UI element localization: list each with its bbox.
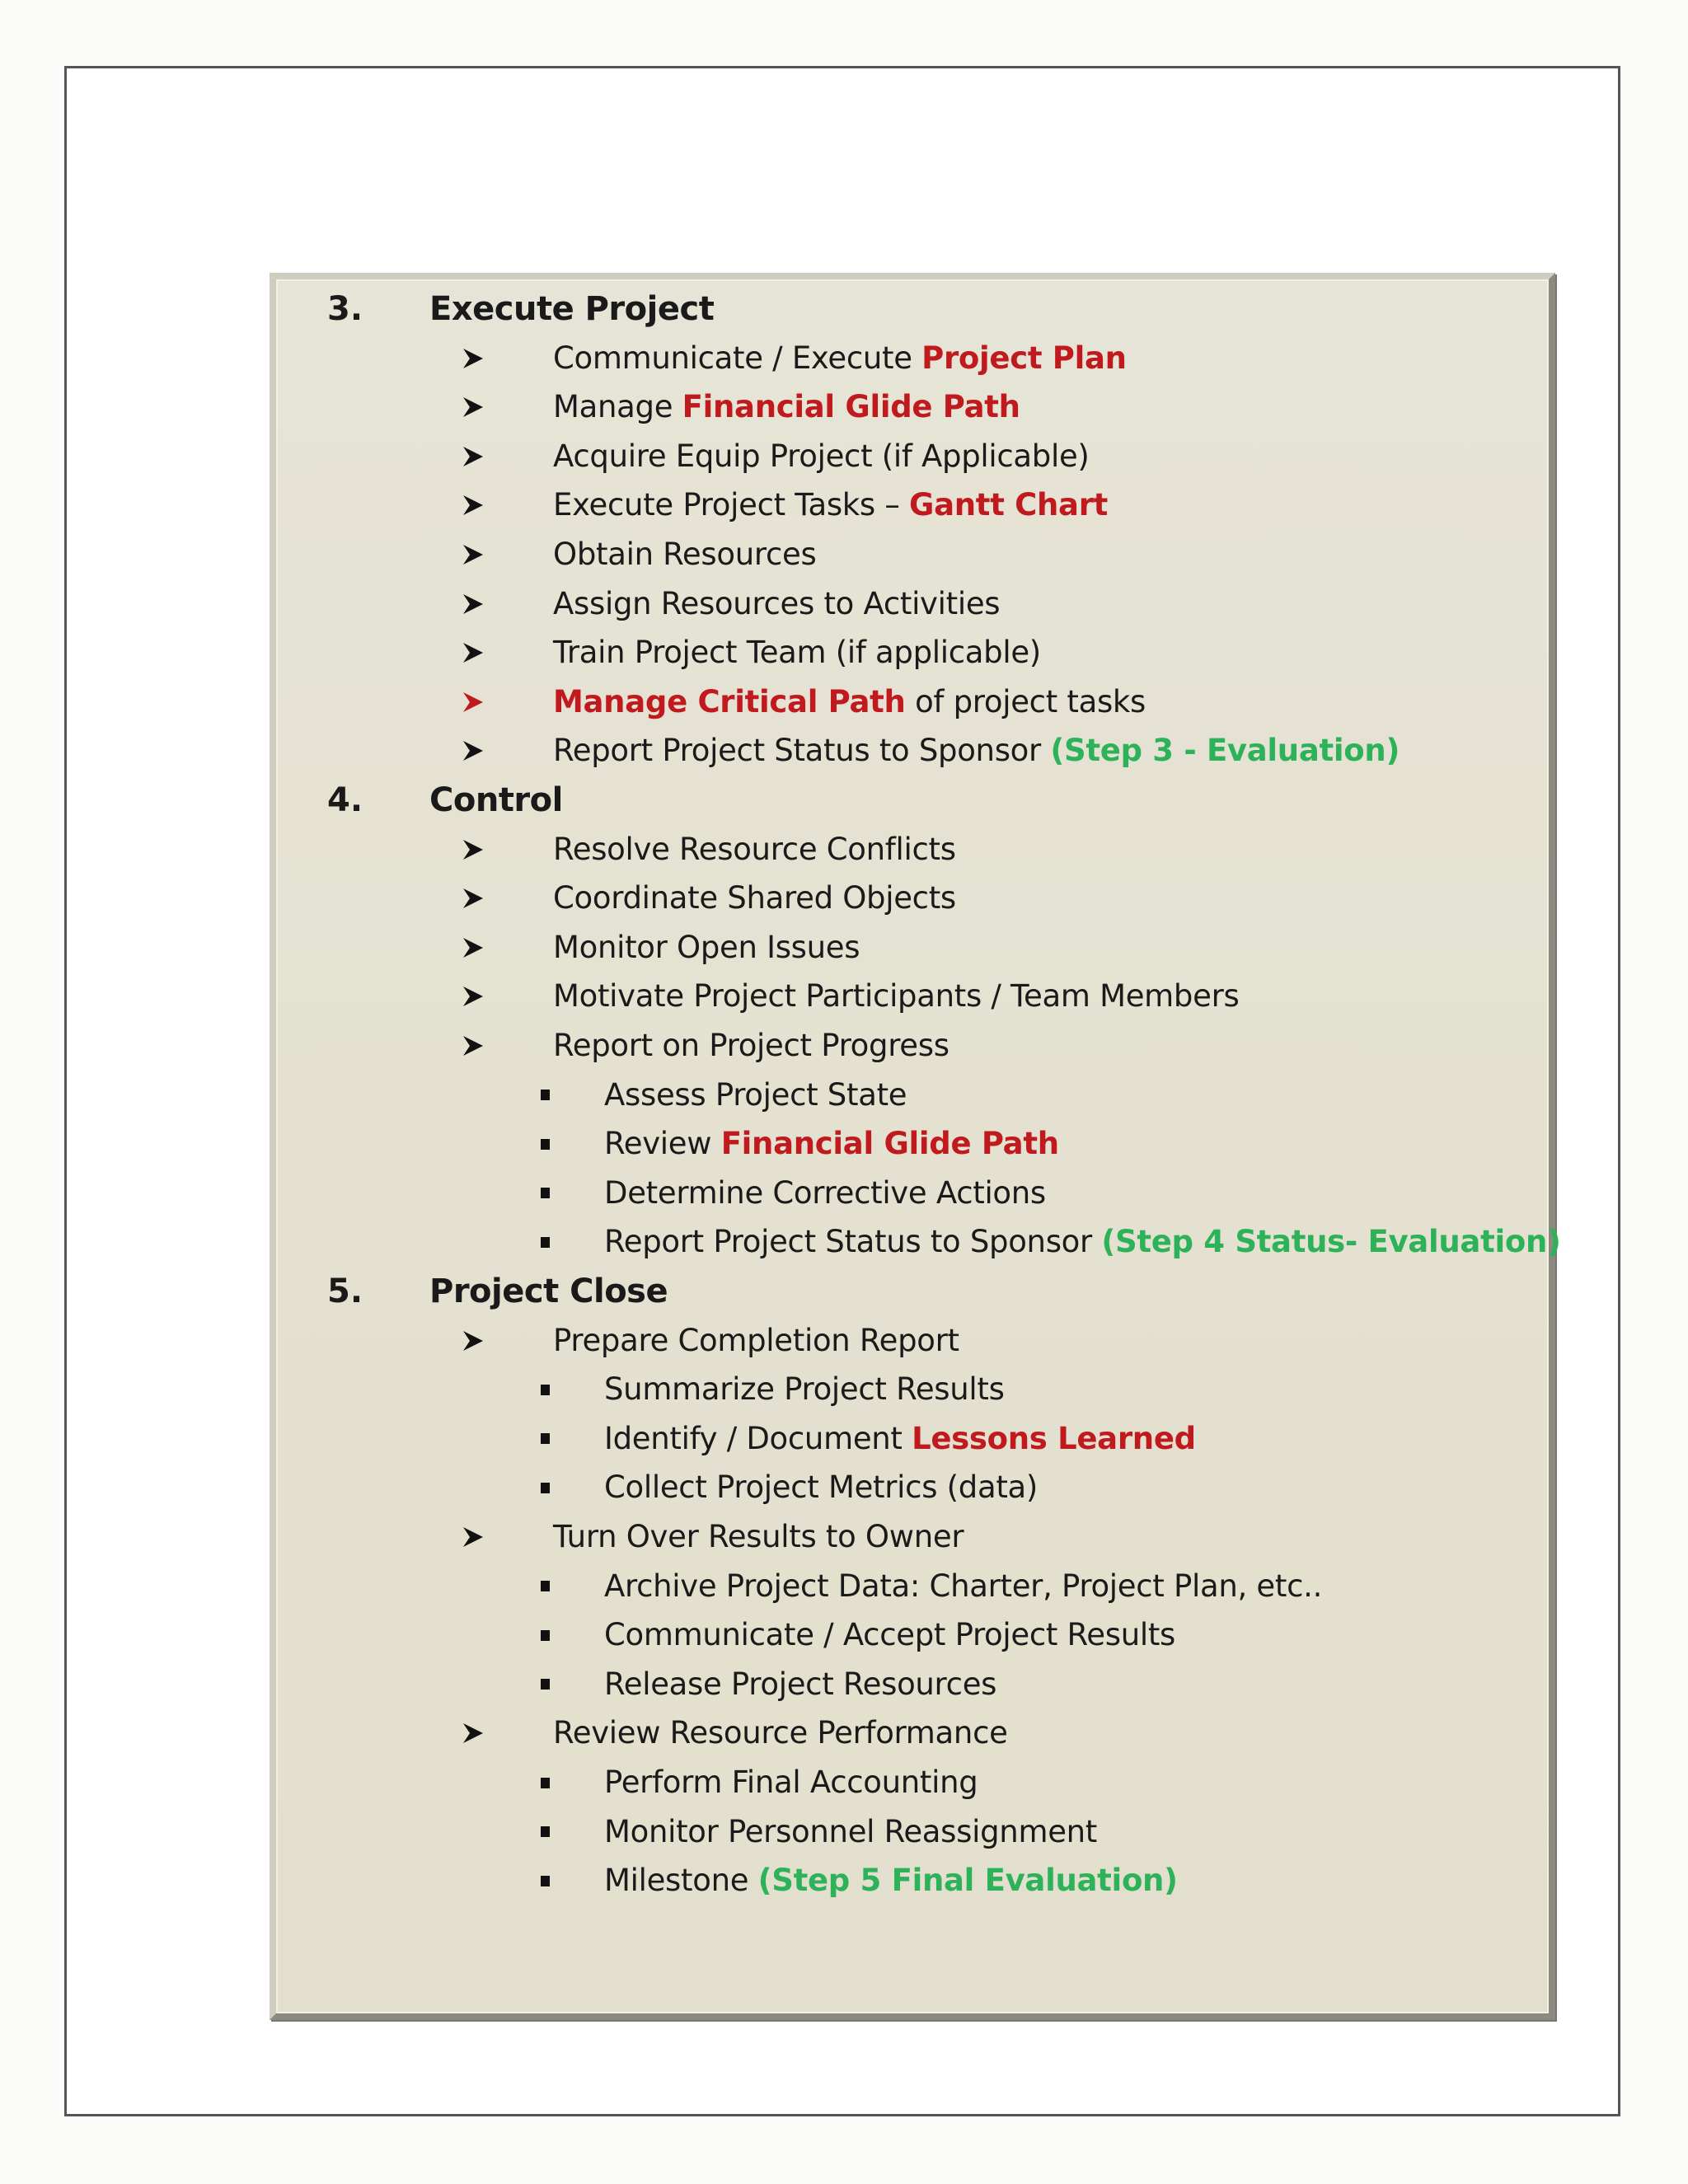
section-number: 4. <box>327 781 363 819</box>
item-text <box>604 1809 1097 1855</box>
item-text <box>604 1170 1046 1216</box>
text-run: Archive Project Data: Charter, Project Plan, etc.. <box>604 1568 1323 1604</box>
text-run: Summarize Project Results <box>604 1371 1005 1408</box>
text-run: Report Project Status to Sponsor <box>604 1224 1102 1260</box>
item-text <box>553 827 956 873</box>
outline-panel <box>270 273 1561 2020</box>
text-run: Milestone <box>604 1863 758 1899</box>
text-run: Monitor Open Issues <box>553 929 860 965</box>
text-run: Train Project Team (if applicable) <box>553 635 1041 671</box>
arrow-icon <box>457 532 489 578</box>
red-emphasis-text: Project Plan <box>921 340 1127 376</box>
item-text <box>553 1023 950 1069</box>
text-run: of project tasks <box>905 683 1146 719</box>
square-bullet-icon <box>537 1858 553 1904</box>
arrow-icon <box>457 827 489 873</box>
square-bullet-icon <box>537 1072 553 1118</box>
item-text <box>604 1219 1561 1265</box>
text-run: Motivate Project Participants / Team Members <box>553 978 1240 1015</box>
project-phase-outline <box>276 279 1561 2013</box>
item-text <box>553 482 1108 528</box>
text-run: Manage <box>553 389 682 425</box>
square-bullet-icon <box>537 1170 553 1216</box>
red-emphasis-text: Gantt Chart <box>909 487 1109 523</box>
arrow-icon <box>457 630 489 676</box>
item-text <box>604 1612 1175 1658</box>
text-run: Coordinate Shared Objects <box>553 880 956 916</box>
arrow-icon <box>457 1318 489 1364</box>
item-text <box>604 1465 1038 1511</box>
arrow-icon <box>457 1710 489 1756</box>
text-run: Release Project Resources <box>604 1666 997 1702</box>
arrow-icon <box>457 728 489 774</box>
text-run: Communicate / Accept Project Results <box>604 1617 1176 1653</box>
text-run: Acquire Equip Project (if Applicable) <box>553 438 1090 474</box>
text-run: Collect Project Metrics (data) <box>604 1469 1039 1506</box>
text-run: Review Resource Performance <box>553 1715 1008 1751</box>
text-run: Perform Final Accounting <box>604 1765 978 1800</box>
arrow-icon <box>457 973 489 1019</box>
item-text <box>604 1760 978 1806</box>
item-text <box>604 1858 1178 1904</box>
arrow-icon <box>457 482 489 528</box>
text-run: Obtain Resources <box>553 537 817 572</box>
text-run: Review <box>604 1126 721 1162</box>
text-run: Assess Project State <box>604 1076 907 1113</box>
square-bullet-icon <box>537 1809 553 1855</box>
square-bullet-icon <box>537 1760 553 1806</box>
item-text <box>553 1710 1008 1756</box>
arrow-icon <box>457 581 489 627</box>
item-text <box>553 384 1020 430</box>
text-run: Prepare Completion Report <box>553 1322 959 1358</box>
arrow-icon-red <box>457 679 489 725</box>
item-text <box>604 1072 907 1118</box>
text-run: Communicate / Execute <box>553 340 922 376</box>
red-emphasis-text: Financial Glide Path <box>682 389 1020 425</box>
square-bullet-icon <box>537 1219 553 1265</box>
arrow-icon <box>457 335 489 382</box>
green-emphasis-text: (Step 3 - Evaluation) <box>1050 733 1400 769</box>
document-page <box>64 66 1620 2116</box>
text-run: Turn Over Results to Owner <box>553 1519 964 1554</box>
item-text <box>553 581 1000 627</box>
green-emphasis-text: (Step 4 Status- Evaluation) <box>1101 1224 1561 1260</box>
arrow-icon <box>457 384 489 430</box>
section-number: 5. <box>327 1272 363 1310</box>
text-run: Report Project Status to Sponsor <box>553 733 1051 769</box>
square-bullet-icon <box>537 1121 553 1167</box>
green-emphasis-text: (Step 5 Final Evaluation) <box>757 1863 1178 1899</box>
square-bullet-icon <box>537 1612 553 1658</box>
red-emphasis-text: Manage Critical Path <box>553 683 906 719</box>
square-bullet-icon <box>537 1416 553 1462</box>
red-emphasis-text: Lessons Learned <box>912 1420 1196 1456</box>
square-bullet-icon <box>537 1661 553 1708</box>
item-text <box>553 728 1400 774</box>
text-run: Identify / Document <box>604 1420 912 1456</box>
section-title: Control <box>429 781 563 819</box>
red-emphasis-text: Financial Glide Path <box>720 1126 1059 1162</box>
section-number: 3. <box>327 290 363 328</box>
section-title: Project Close <box>429 1272 668 1310</box>
item-text <box>553 679 1146 725</box>
text-run: Execute Project Tasks – <box>553 487 910 523</box>
item-text <box>553 335 1127 382</box>
text-run: Monitor Personnel Reassignment <box>604 1813 1098 1849</box>
item-text <box>553 875 956 921</box>
item-text <box>604 1661 996 1708</box>
text-run: Determine Corrective Actions <box>604 1174 1046 1211</box>
arrow-icon <box>457 925 489 971</box>
arrow-icon <box>457 1023 489 1069</box>
item-text <box>604 1416 1196 1462</box>
text-run: Resolve Resource Conflicts <box>553 831 956 867</box>
item-text <box>553 925 860 971</box>
item-text <box>553 973 1239 1019</box>
item-text <box>553 532 816 578</box>
item-text <box>553 1318 959 1364</box>
square-bullet-icon <box>537 1366 553 1413</box>
item-text <box>604 1563 1322 1610</box>
item-text <box>553 630 1041 676</box>
square-bullet-icon <box>537 1465 553 1511</box>
arrow-icon <box>457 875 489 921</box>
item-text <box>604 1366 1005 1413</box>
item-text <box>604 1121 1059 1167</box>
arrow-icon <box>457 434 489 480</box>
item-text <box>553 434 1090 480</box>
section-title: Execute Project <box>429 290 715 328</box>
item-text <box>553 1514 964 1560</box>
text-run: Assign Resources to Activities <box>553 585 1001 621</box>
square-bullet-icon <box>537 1563 553 1610</box>
arrow-icon <box>457 1514 489 1560</box>
text-run: Report on Project Progress <box>553 1028 950 1063</box>
